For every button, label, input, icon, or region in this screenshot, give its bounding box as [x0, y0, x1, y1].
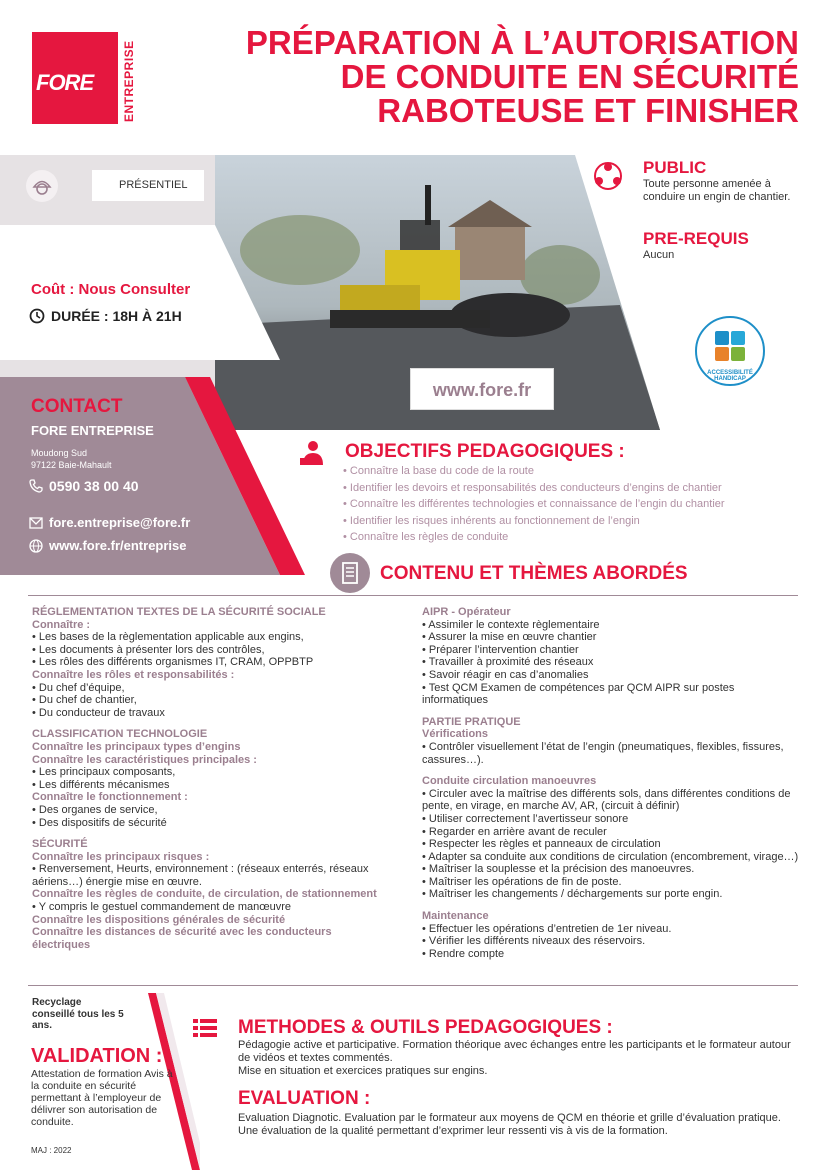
objective-item: • Identifier les devoirs et responsabilités des conducteurs d’engins de chantier: [343, 481, 722, 494]
contact-web: www.fore.fr/entreprise: [49, 538, 187, 553]
content-bullet: • Travailler à proximité des réseaux: [422, 656, 594, 669]
cost-label: Coût : Nous Consulter: [31, 281, 191, 298]
content-heading: CONTENU ET THÈMES ABORDÉS: [380, 563, 688, 584]
content-bullet: • Du conducteur de travaux: [32, 706, 165, 719]
content-bullet: • Rendre compte: [422, 947, 505, 960]
spacer: [32, 829, 382, 838]
content-bullet: • Préparer l’intervention chantier: [422, 643, 579, 656]
logo-text: FORE: [36, 70, 94, 95]
page-title: [149, 26, 799, 128]
content-subheading: Connaître les principaux risques :: [32, 850, 210, 863]
document-icon: [330, 553, 370, 593]
content-subheading: Connaître les principaux types d’engins: [32, 740, 241, 753]
content-bullet: • Maîtriser les opérations de fin de poste.: [422, 875, 622, 888]
content-bullet: • Adapter sa conduite aux conditions de circulation (encombrement, virage…): [422, 850, 799, 863]
content-bullet: • Du chef d’équipe,: [32, 681, 125, 694]
helmet-icon: [26, 170, 58, 202]
content-bullet: • Circuler avec la maîtrise des différents sols, dans différentes conditions de pente, en virage, en marche AV, AR, (circuit à définir): [422, 787, 791, 813]
methods-text: [238, 1039, 798, 1077]
contact-address-1: Moudong Sud: [31, 448, 88, 458]
content-bullet: • Test QCM Examen de compétences par QCM AIPR sur postes informatiques: [422, 681, 735, 707]
content-section-heading: CLASSIFICATION TECHNOLOGIE: [32, 728, 208, 741]
content-bullet: • Maîtriser les changements / déchargements sur porte engin.: [422, 888, 723, 901]
accessibility-badge: [694, 315, 766, 387]
validation-heading: VALIDATION :: [31, 1045, 163, 1067]
evaluation-text: Evaluation Diagnotic. Evaluation par le formateur aux moyens de QCM en théorie et grille d’évaluation pratique. Une évaluation de la qualité permettant d’exprimer leur ressenti vis à vis de la formation.: [238, 1112, 781, 1137]
format-badge: PRÉSENTIEL: [92, 170, 204, 201]
objectives-heading: OBJECTIFS PEDAGOGIQUES :: [345, 441, 625, 462]
content-bullet: • Savoir réagir en cas d’anomalies: [422, 668, 589, 681]
spacer: [32, 719, 382, 728]
content-subheading: Connaître les caractéristiques principales :: [32, 753, 257, 766]
objective-item: • Connaître la base du code de la route: [343, 465, 534, 477]
objective-item: • Connaître les différentes technologies et connaissance de l’engin du chantier: [343, 498, 725, 510]
content-subheading: Connaître :: [32, 618, 91, 631]
contact-email: fore.entreprise@fore.fr: [49, 515, 191, 530]
content-section-heading: SÉCURITÉ: [32, 838, 88, 851]
content-bullet: • Assimiler le contexte règlementaire: [422, 618, 600, 631]
content-bullet: • Renversement, Heurts, environnement : (réseaux enterrés, réseaux aériens…) énergie mise en œuvre.: [32, 863, 369, 888]
contact-company: FORE ENTREPRISE: [31, 423, 154, 438]
spacer: [422, 766, 800, 775]
logo-subtitle: ENTREPRISE: [122, 40, 136, 122]
content-bullet: • Les différents mécanismes: [32, 778, 170, 791]
list-icon: [193, 1018, 217, 1038]
spacer: [422, 901, 800, 910]
content-bullet: • Les rôles des différents organismes IT, CRAM, OPPBTP: [32, 656, 314, 669]
spacer: [422, 707, 800, 716]
content-bullet: • Les documents à présenter lors des contrôles,: [32, 643, 265, 656]
contact-heading: CONTACT: [31, 396, 123, 417]
content-bullet: • Des organes de service,: [32, 803, 158, 816]
content-subheading: Connaître les règles de conduite, de circulation, de stationnement: [32, 888, 377, 901]
objective-item: • Connaître les règles de conduite: [343, 531, 509, 543]
duration-label: DURÉE : 18H À 21H: [51, 308, 182, 324]
accessibility-label: ACCESSIBILITÉ HANDICAP: [707, 370, 753, 382]
phone-icon: [29, 479, 43, 493]
methods-heading: METHODES & OUTILS PEDAGOGIQUES :: [238, 1017, 613, 1038]
evaluation-heading: EVALUATION :: [238, 1088, 371, 1109]
methods-text-2: Mise en situation et exercices pratiques sur engins.: [238, 1064, 488, 1077]
recycling-note: Recyclage conseillé tous les 5 ans.: [32, 997, 124, 1031]
website-banner[interactable]: www.fore.fr: [410, 368, 554, 410]
contact-web-row[interactable]: [29, 538, 187, 553]
content-bullet: • Regarder en arrière avant de reculer: [422, 825, 607, 838]
content-bullet: • Y compris le gestuel commandement de manœuvre: [32, 901, 292, 914]
content-bullet: • Des dispositifs de sécurité: [32, 816, 167, 829]
objectives-list: [343, 463, 813, 546]
update-date: MAJ : 2022: [31, 1146, 72, 1155]
duration-row: [29, 308, 182, 324]
content-divider: [28, 595, 798, 596]
content-subheading: Connaître les dispositions générales de sécurité: [32, 913, 286, 926]
content-subheading: Connaître le fonctionnement :: [32, 791, 188, 804]
contact-phone: 0590 38 00 40: [49, 478, 139, 494]
content-section-heading: PARTIE PRATIQUE: [422, 715, 521, 728]
title-line-2: DE CONDUITE EN SÉCURITÉ: [340, 58, 799, 95]
content-subheading: Conduite circulation manoeuvres: [422, 775, 597, 788]
content-bullet: • Assurer la mise en œuvre chantier: [422, 631, 597, 644]
content-bullet: • Effectuer les opérations d’entretien de 1er niveau.: [422, 922, 672, 935]
content-bullet: • Respecter les règles et panneaux de circulation: [422, 838, 661, 851]
title-line-1: PRÉPARATION À L’AUTORISATION: [245, 24, 799, 61]
trainer-icon: [298, 440, 328, 466]
public-text: Toute personne amenée à conduire un engin de chantier.: [643, 178, 791, 203]
content-bullet: • Utiliser correctement l’avertisseur sonore: [422, 812, 629, 825]
content-subheading: Connaître les rôles et responsabilités :: [32, 668, 235, 681]
validation-text: Attestation de formation Avis à la conduite en sécurité permettant à l’employeur de délivrer son autorisation de conduite.: [31, 1068, 173, 1128]
content-subheading: Connaître les distances de sécurité avec les conducteurs électriques: [32, 926, 332, 951]
prereq-text: Aucun: [643, 249, 675, 261]
methods-text-1: Pédagogie active et participative. Formation théorique avec échanges entre les participants et le formateur autour de vidéos et textes commentés.: [238, 1039, 791, 1064]
clock-icon: [29, 308, 45, 324]
content-bullet: • Les bases de la règlementation applicable aux engins,: [32, 631, 304, 644]
content-subheading: Vérifications: [422, 728, 489, 741]
contact-email-row[interactable]: [29, 515, 190, 530]
content-section-heading: RÉGLEMENTATION TEXTES DE LA SÉCURITÉ SOCIALE: [32, 606, 326, 618]
mail-icon: [29, 517, 43, 529]
content-right-column: [422, 606, 800, 960]
public-heading: PUBLIC: [643, 158, 707, 177]
content-bullet: • Les principaux composants,: [32, 766, 176, 779]
prereq-heading: PRE-REQUIS: [643, 229, 749, 248]
objective-item: • Identifier les risques inhérents au fonctionnement de l’engin: [343, 514, 640, 527]
content-section-heading: AIPR - Opérateur: [422, 606, 511, 618]
content-bullet: • Maîtriser la souplesse et la précision des manoeuvres.: [422, 863, 695, 876]
content-bullet: • Du chef de chantier,: [32, 694, 137, 707]
contact-phone-row[interactable]: [29, 478, 139, 494]
content-bullet: • Vérifier les différents niveaux des réservoirs.: [422, 935, 646, 948]
contact-address-2: 97122 Baie-Mahault: [31, 460, 112, 470]
group-icon: [590, 158, 626, 194]
globe-icon: [29, 539, 43, 553]
content-bullet: • Contrôler visuellement l’état de l’engin (pneumatiques, flexibles, fissures, cassures…).: [422, 740, 784, 766]
content-subheading: Maintenance: [422, 910, 489, 923]
content-bottom-divider: [28, 985, 798, 986]
title-line-3: RABOTEUSE ET FINISHER: [377, 92, 799, 129]
content-left-column: [32, 606, 382, 951]
